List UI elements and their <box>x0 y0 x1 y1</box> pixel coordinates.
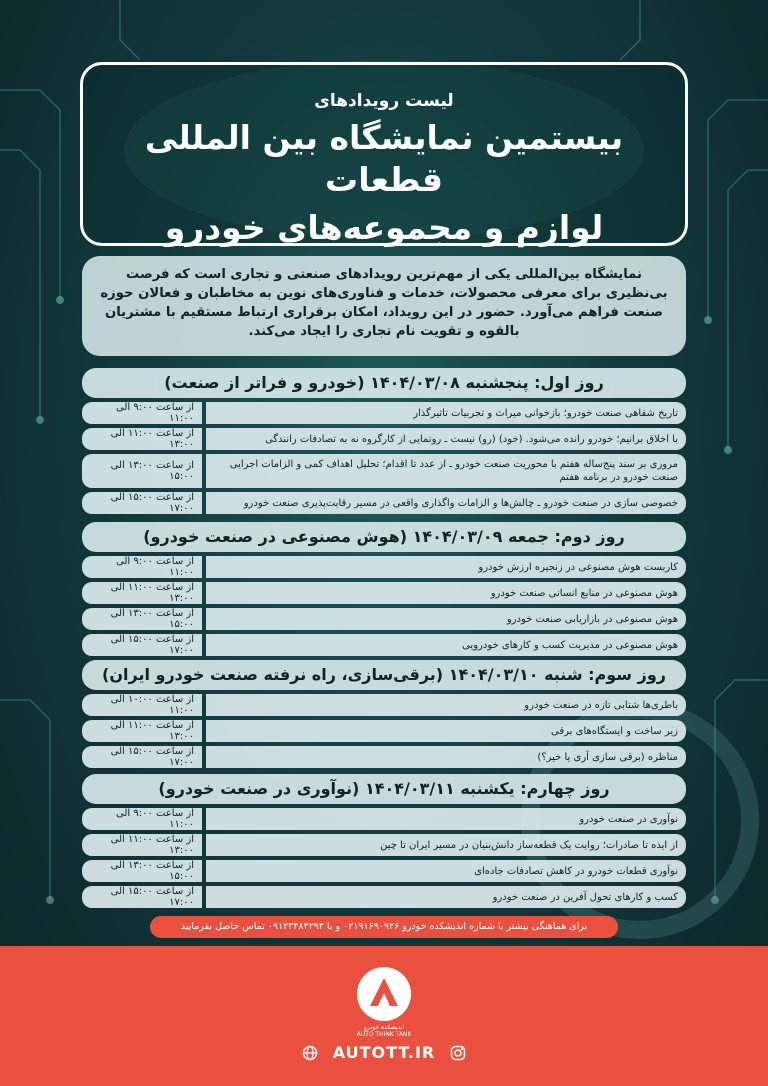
website-line <box>0 1042 768 1062</box>
instagram-icon[interactable] <box>450 1045 466 1061</box>
event-description: خصوصی سازی در صنعت خودرو ـ چالش‌ها و الزامات واگذاری واقعی در مسیر رقابت‌پذیری صنعت خودرو <box>206 492 686 514</box>
event-time: از ساعت ۹:۰۰ الی ۱۱:۰۰ <box>82 808 202 830</box>
event-time: از ساعت ۱۱:۰۰ الی ۱۳:۰۰ <box>82 720 202 742</box>
schedule-row <box>82 634 686 656</box>
schedule-row <box>82 834 686 856</box>
event-time: از ساعت ۹:۰۰ الی ۱۱:۰۰ <box>82 556 202 578</box>
event-description: کسب و کارهای تحول آفرین در صنعت خودرو <box>206 886 686 908</box>
schedule-row <box>82 694 686 716</box>
event-description: هوش مصنوعی در منابع انسانی صنعت خودرو <box>206 582 686 604</box>
event-time: از ساعت ۱۵:۰۰ الی ۱۷:۰۰ <box>82 886 202 908</box>
event-description: از ایده تا صادرات؛ روایت یک قطعه‌ساز دانش‌بنیان در مسیر ایران تا چین <box>206 834 686 856</box>
schedule-row <box>82 808 686 830</box>
event-description: کاربست هوش مصنوعی در زنجیره ارزش خودرو <box>206 556 686 578</box>
contact-banner: برای هماهنگی بیشتر با شماره اندیشکده خودرو ۰۲۱۹۱۶۹۰۹۲۶ و یا ۰۹۱۲۳۴۸۴۲۹۳ تماس حاصل بفرمایید <box>150 916 618 938</box>
event-description: زیر ساخت و ایستگاه‌های برقی <box>206 720 686 742</box>
event-description: باطری‌ها شتابی تازه در صنعت خودرو <box>206 694 686 716</box>
brand-label <box>334 1024 434 1038</box>
title-subtitle: لیست رویدادهای <box>314 91 454 111</box>
autott-logo-icon <box>356 966 412 1022</box>
event-description: تاریخ شفاهی صنعت خودرو؛ بازخوانی میراث و تجربیات تاثیرگذار <box>206 402 686 424</box>
footer <box>0 946 768 1086</box>
schedule-row <box>82 582 686 604</box>
schedule-row <box>82 402 686 424</box>
schedule-row <box>82 556 686 578</box>
schedule-row <box>82 454 686 488</box>
title-line-1: بیستمین نمایشگاه بین المللی قطعات <box>144 118 624 199</box>
title-line-2: لوازم و مجموعه‌های خودرو <box>164 208 604 247</box>
event-description: نوآوری در صنعت خودرو <box>206 808 686 830</box>
event-description: با اخلاق برانیم؛ خودرو رانده می‌شود. (خود) (رو) نیست ـ روتمایی از کارگروه نه به تصادفات رانندگی <box>206 428 686 450</box>
event-time: از ساعت ۱۳:۰۰ الی ۱۵:۰۰ <box>82 860 202 882</box>
schedule-row <box>82 860 686 882</box>
website-link[interactable]: AUTOTT.IR <box>332 1043 436 1062</box>
event-time: از ساعت ۱۵:۰۰ الی ۱۷:۰۰ <box>82 492 202 514</box>
title-box <box>80 62 688 246</box>
event-time: از ساعت ۹:۰۰ الی ۱۱:۰۰ <box>82 402 202 424</box>
event-time: از ساعت ۱۳:۰۰ الی ۱۵:۰۰ <box>82 454 202 488</box>
schedule-row <box>82 720 686 742</box>
event-time: از ساعت ۱۱:۰۰ الی ۱۳:۰۰ <box>82 834 202 856</box>
day-4-heading: روز چهارم: یکشنبه ۱۴۰۴/۰۳/۱۱ (نوآوری در صنعت خودرو) <box>82 774 686 804</box>
event-time: از ساعت ۱۳:۰۰ الی ۱۵:۰۰ <box>82 608 202 630</box>
event-time: از ساعت ۱۱:۰۰ الی ۱۳:۰۰ <box>82 582 202 604</box>
schedule-row <box>82 492 686 514</box>
event-time: از ساعت ۱۵:۰۰ الی ۱۷:۰۰ <box>82 746 202 768</box>
schedule-row <box>82 428 686 450</box>
day-3-heading: روز سوم: شنبه ۱۴۰۴/۰۳/۱۰ (برقی‌سازی، راه نرفته صنعت خودرو ایران) <box>82 660 686 690</box>
schedule-row <box>82 608 686 630</box>
event-time: از ساعت ۱۱:۰۰ الی ۱۳:۰۰ <box>82 428 202 450</box>
day-2-heading: روز دوم: جمعه ۱۴۰۴/۰۳/۰۹ (هوش مصنوعی در صنعت خودرو) <box>82 522 686 552</box>
event-description: هوش مصنوعی در مدیریت کسب و کارهای خودرویی <box>206 634 686 656</box>
schedule-row <box>82 746 686 768</box>
event-description: نوآوری قطعات خودرو در کاهش تصادفات جاده‌ای <box>206 860 686 882</box>
brand-name-en: AUTO THINK TANK <box>356 1031 412 1038</box>
event-time: از ساعت ۱۵:۰۰ الی ۱۷:۰۰ <box>82 634 202 656</box>
event-time: از ساعت ۱۰:۰۰ الی ۱۱:۰۰ <box>82 694 202 716</box>
day-1-heading: روز اول: پنجشنبه ۱۴۰۴/۰۳/۰۸ (خودرو و فراتر از صنعت) <box>82 368 686 398</box>
intro-text: نمایشگاه بین‌المللی یکی از مهم‌ترین رویدادهای صنعتی و تجاری است که فرصت بی‌نظیری برای معرفی محصولات، خدمات و فناوری‌های نوین به مخاطبان و فعالان حوزه صنعت فراهم می‌آورد. حضور در این رویداد، امکان برقراری ارتباط مستقیم با مشتریان بالقوه و تقویت نام تجاری را ایجاد می‌کند. <box>82 256 686 356</box>
globe-icon <box>302 1045 318 1061</box>
brand-name-fa: اندیشکده خودرو <box>363 1024 405 1031</box>
event-description: مناظره (برقی سازی آری یا خیر؟) <box>206 746 686 768</box>
event-description: مروری بر سند پنج‌ساله هفتم با محوریت صنعت خودرو ـ از عدد تا اقدام؛ تحلیل اهداف کمی و الزامات اجرایی صنعت خودرو در برنامه هفتم <box>206 454 686 488</box>
schedule-row <box>82 886 686 908</box>
event-description: هوش مصنوعی در بازاریابی صنعت خودرو <box>206 608 686 630</box>
